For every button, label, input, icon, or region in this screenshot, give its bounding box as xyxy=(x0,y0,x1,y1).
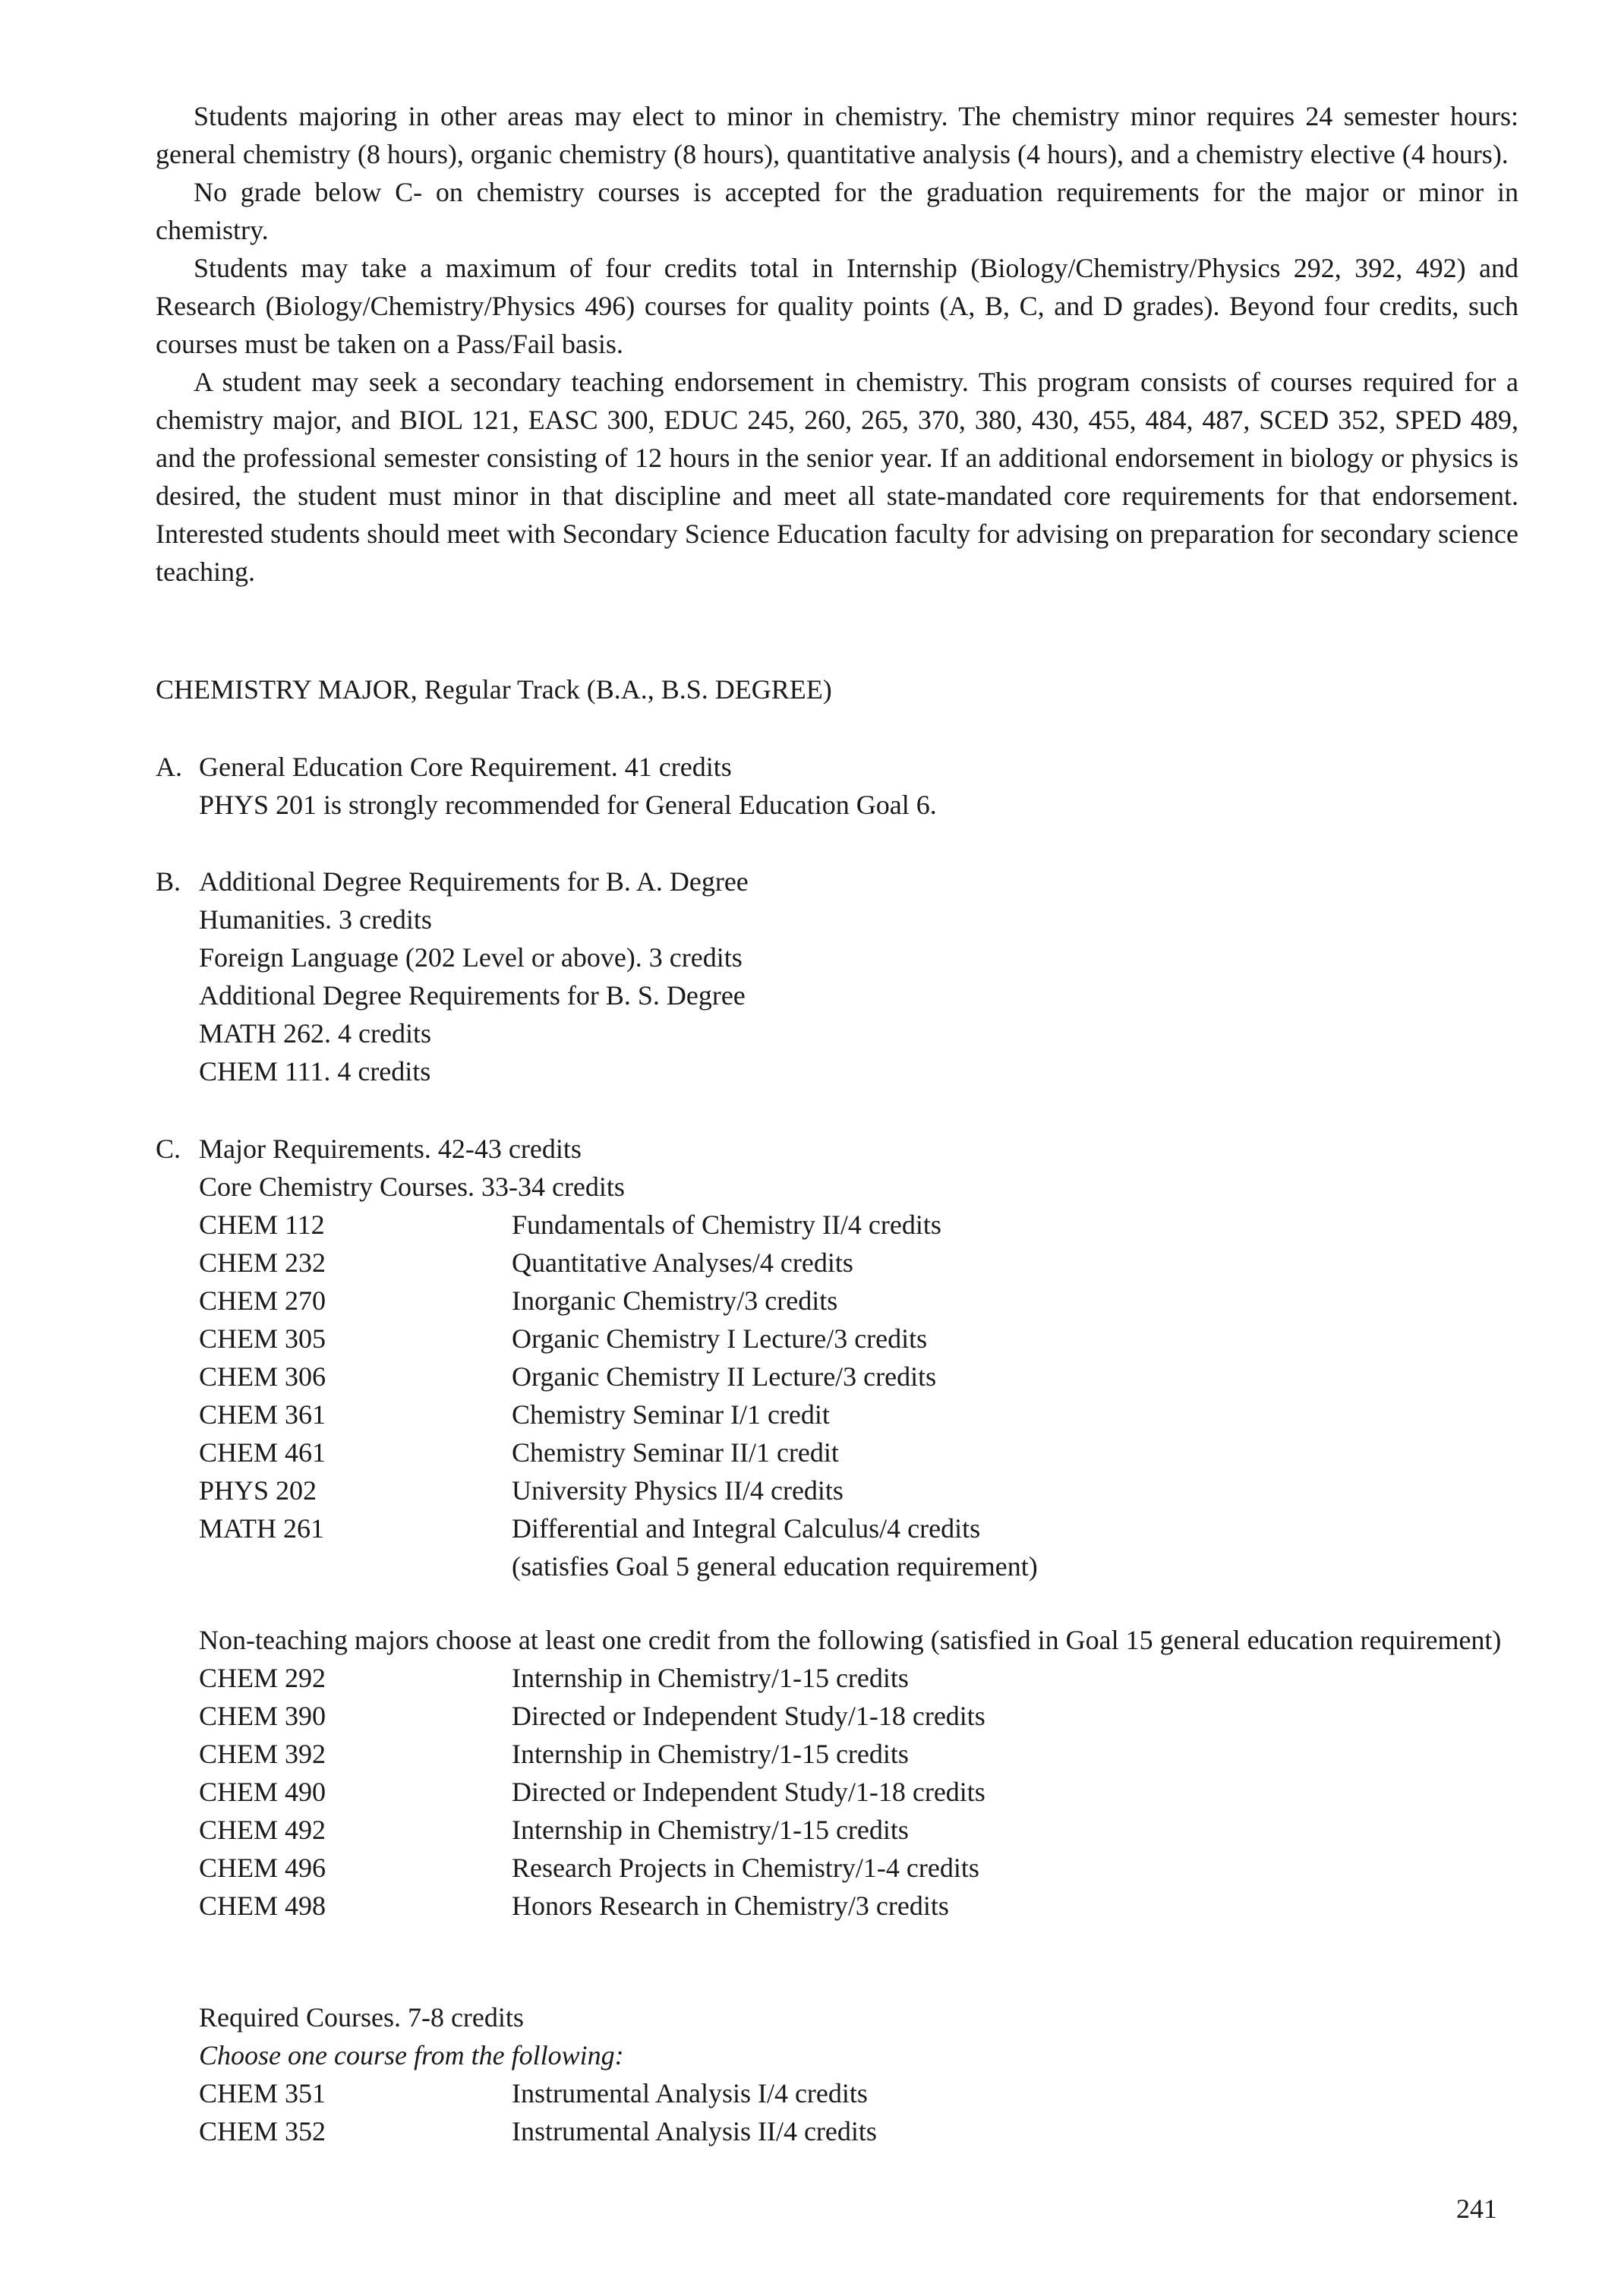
course-code: CHEM 232 xyxy=(199,1247,326,1278)
course-code: MATH 261 xyxy=(199,1513,325,1544)
section-b-line: MATH 262. 4 credits xyxy=(199,1018,431,1049)
paragraph-internship: Students may take a maximum of four credits total in Internship (Biology/Chemistry/Physics 292, 392, 492) and Research (Biology/Chemistry/Physics 496) courses for quality points (A, B, C, and D grades). Beyond four credits, such courses must be taken on a Pass/Fail basis. xyxy=(156,253,1518,359)
course-code: CHEM 490 xyxy=(199,1777,326,1807)
course-desc: University Physics II/4 credits xyxy=(512,1475,844,1506)
course-desc: Quantitative Analyses/4 credits xyxy=(512,1247,853,1278)
section-b-line: Additional Degree Requirements for B. A. Degree xyxy=(199,866,749,897)
course-row xyxy=(156,1509,1038,1547)
course-row xyxy=(156,2112,877,2150)
course-row xyxy=(156,2074,877,2112)
section-b-line: Additional Degree Requirements for B. S. Degree xyxy=(199,980,746,1011)
paragraph-grade: No grade below C- on chemistry courses is accepted for the graduation requirements for the major or minor in chemistry. xyxy=(156,177,1518,245)
course-desc: Differential and Integral Calculus/4 credits xyxy=(512,1513,981,1544)
course-code: CHEM 306 xyxy=(199,1361,326,1392)
course-desc: Internship in Chemistry/1-15 credits xyxy=(512,1663,909,1693)
section-a-letter: A. xyxy=(156,752,182,782)
required-heading: Required Courses. xyxy=(199,2002,401,2033)
required-credits: 7-8 credits xyxy=(407,2002,524,2033)
course-desc: Honors Research in Chemistry/3 credits xyxy=(512,1891,949,1921)
course-code: CHEM 352 xyxy=(199,2116,326,2146)
course-code: CHEM 270 xyxy=(199,1285,326,1316)
course-row xyxy=(156,1433,1038,1471)
course-code: CHEM 351 xyxy=(199,2078,326,2108)
course-row xyxy=(156,1358,1038,1396)
course-row xyxy=(156,1735,1518,1773)
major-heading: CHEMISTRY MAJOR, Regular Track (B.A., B.S. DEGREE) xyxy=(156,674,832,705)
course-code: CHEM 461 xyxy=(199,1437,326,1468)
section-b-line: Humanities. 3 credits xyxy=(199,904,432,935)
course-desc: Organic Chemistry II Lecture/3 credits xyxy=(512,1361,937,1392)
section-c-title: Major Requirements. 42-43 credits xyxy=(199,1134,582,1164)
course-code: CHEM 390 xyxy=(199,1701,326,1731)
paragraph-teaching: A student may seek a secondary teaching endorsement in chemistry. This program consists of courses required for a chemistry major, and BIOL 121, EASC 300, EDUC 245, 260, 265, 370, 380, 430, 455, 484, 487, SCED 352, SPED 489, and the professional semester consisting of 12 hours in the senior year. If an additional endorsement in biology or physics is desired, the student must minor in that discipline and meet all state-mandated core requirements for that endorsement. Interested students should meet with Secondary Science Education faculty for advising on preparation for secondary science teaching. xyxy=(156,367,1518,587)
section-c xyxy=(156,1130,1038,1585)
page-number: 241 xyxy=(1456,2194,1497,2224)
course-row xyxy=(156,1244,1038,1282)
course-row xyxy=(156,1206,1038,1244)
course-code: CHEM 492 xyxy=(199,1815,326,1845)
core-heading: Core Chemistry Courses. 33-34 credits xyxy=(199,1172,625,1202)
course-code: CHEM 361 xyxy=(199,1399,326,1430)
nonteaching-section xyxy=(156,1621,1518,1925)
course-code: PHYS 202 xyxy=(199,1475,317,1506)
course-row xyxy=(156,1320,1038,1358)
course-desc: Internship in Chemistry/1-15 credits xyxy=(512,1739,909,1769)
course-row xyxy=(156,1282,1038,1320)
course-desc: Internship in Chemistry/1-15 credits xyxy=(512,1815,909,1845)
course-desc: Directed or Independent Study/1-18 credits xyxy=(512,1777,985,1807)
section-a xyxy=(156,748,937,824)
required-section xyxy=(156,1998,877,2150)
course-code: CHEM 112 xyxy=(199,1210,325,1240)
section-b xyxy=(156,863,749,1090)
section-c-letter: C. xyxy=(156,1134,181,1164)
course-row xyxy=(156,1659,1518,1697)
course-row xyxy=(156,1471,1038,1509)
course-desc: Inorganic Chemistry/3 credits xyxy=(512,1285,838,1316)
course-desc: Instrumental Analysis I/4 credits xyxy=(512,2078,868,2108)
choose-instruction: Choose one course from the following: xyxy=(199,2040,624,2070)
course-code: CHEM 392 xyxy=(199,1739,326,1769)
course-row xyxy=(156,1697,1518,1735)
course-code: CHEM 498 xyxy=(199,1891,326,1921)
course-row xyxy=(156,1773,1518,1811)
course-desc: Chemistry Seminar I/1 credit xyxy=(512,1399,830,1430)
course-desc: Instrumental Analysis II/4 credits xyxy=(512,2116,877,2146)
course-row xyxy=(156,1887,1518,1925)
nonteaching-intro: Non-teaching majors choose at least one credit from the following (satisfied in Goal 15 general education requirement) xyxy=(199,1625,1502,1655)
paragraph-minor: Students majoring in other areas may elect to minor in chemistry. The chemistry minor requires 24 semester hours: general chemistry (8 hours), organic chemistry (8 hours), quantitative analysis (4 hours), and a chemistry elective (4 hours). xyxy=(156,101,1518,169)
course-code: CHEM 496 xyxy=(199,1853,326,1883)
section-b-letter: B. xyxy=(156,866,181,897)
course-desc: Fundamentals of Chemistry II/4 credits xyxy=(512,1210,941,1240)
course-row xyxy=(156,1811,1518,1849)
course-desc: Research Projects in Chemistry/1-4 credits xyxy=(512,1853,979,1883)
course-desc: Chemistry Seminar II/1 credit xyxy=(512,1437,839,1468)
course-code: CHEM 305 xyxy=(199,1323,326,1354)
section-a-title: General Education Core Requirement. 41 credits xyxy=(199,752,732,782)
section-a-note: PHYS 201 is strongly recommended for General Education Goal 6. xyxy=(199,790,937,820)
course-row xyxy=(156,1396,1038,1433)
section-b-line: CHEM 111. 4 credits xyxy=(199,1056,431,1086)
course-row xyxy=(156,1849,1518,1887)
course-desc: Directed or Independent Study/1-18 credits xyxy=(512,1701,985,1731)
core-note: (satisfies Goal 5 general education requirement) xyxy=(512,1551,1038,1582)
course-code: CHEM 292 xyxy=(199,1663,326,1693)
course-desc: Organic Chemistry I Lecture/3 credits xyxy=(512,1323,928,1354)
intro-text xyxy=(156,97,1518,591)
section-b-line: Foreign Language (202 Level or above). 3 credits xyxy=(199,942,743,973)
